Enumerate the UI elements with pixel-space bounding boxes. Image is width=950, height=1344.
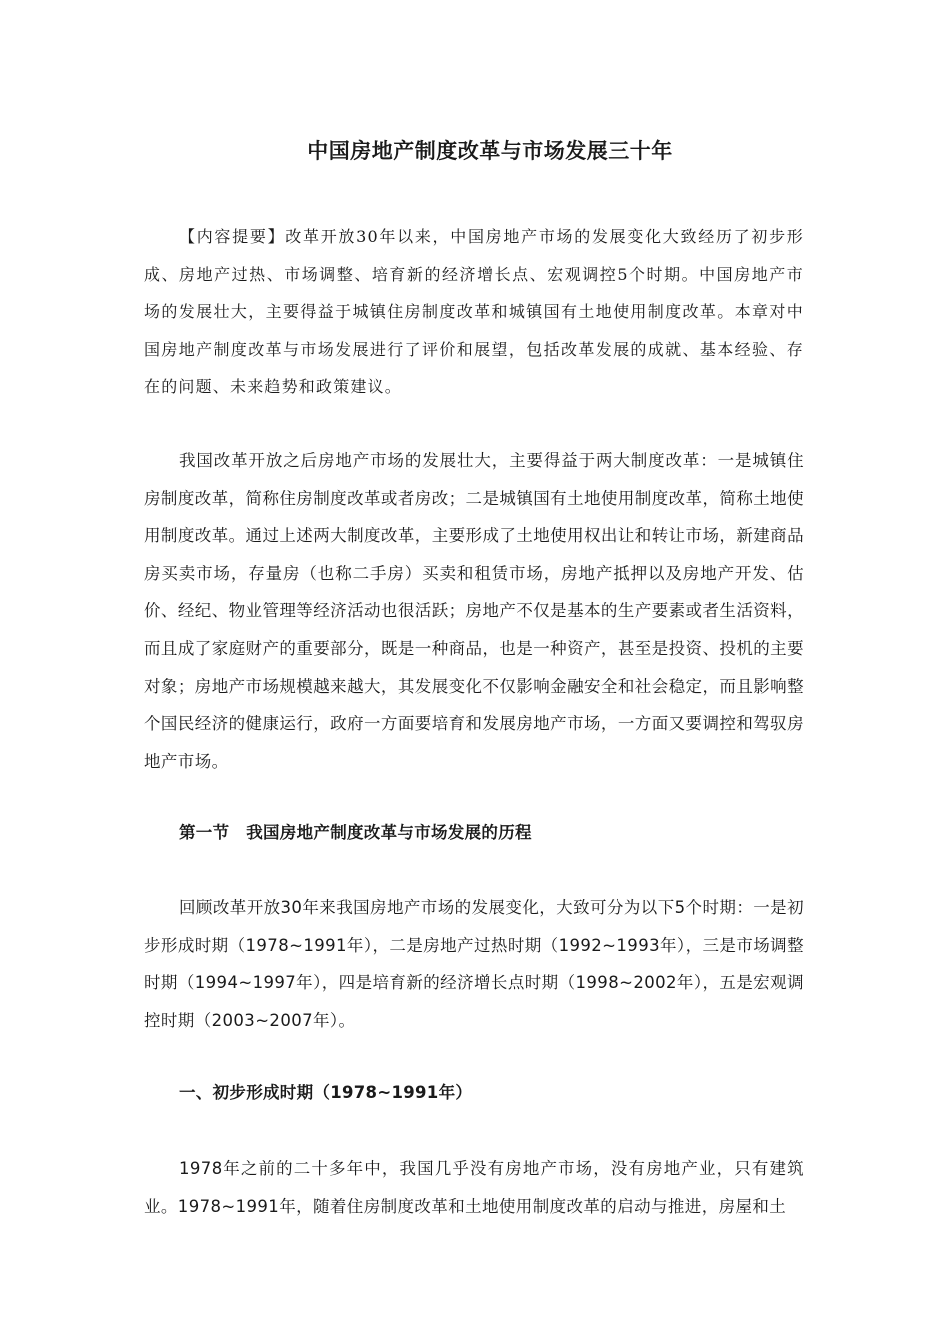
section-intro-paragraph: 回顾改革开放30年来我国房地产市场的发展变化，大致可分为以下5个时期：一是初步形成时期（1978~1991年），二是房地产过热时期（1992~1993年），三是市场调整时期（1994~1997年），四是培育新的经济增长点时期（1998~2002年），五是宏观调控时期（2003~2007年）。 — [144, 898, 804, 1030]
intro-paragraph: 我国改革开放之后房地产市场的发展壮大，主要得益于两大制度改革：一是城镇住房制度改革，简称住房制度改革或者房改；二是城镇国有土地使用制度改革，简称土地使用制度改革。通过上述两大制度改革，主要形成了土地使用权出让和转让市场，新建商品房买卖市场，存量房（也称二手房）买卖和租赁市场，房地产抵押以及房地产开发、估价、经纪、物业管理等经济活动也很活跃；房地产不仅是基本的生产要素或者生活资料，而且成了家庭财产的重要部分，既是一种商品，也是一种资产，甚至是投资、投机的主要对象；房地产市场规模越来越大，其发展变化不仅影响金融安全和社会稳定，而且影响整个国民经济的健康运行，政府一方面要培育和发展房地产市场，一方面又要调控和驾驭房地产市场。 — [144, 451, 804, 771]
document-title: 中国房地产制度改革与市场发展三十年 — [307, 139, 673, 163]
abstract-paragraph: 【内容提要】改革开放30年以来，中国房地产市场的发展变化大致经历了初步形成、房地产过热、市场调整、培育新的经济增长点、宏观调控5个时期。中国房地产市场的发展壮大，主要得益于城镇住房制度改革和城镇国有土地使用制度改革。本章对中国房地产制度改革与市场发展进行了评价和展望，包括改革发展的成就、基本经验、存在的问题、未来趋势和政策建议。 — [144, 227, 804, 397]
subsection-paragraph: 1978年之前的二十多年中，我国几乎没有房地产市场，没有房地产业，只有建筑业。1978~1991年，随着住房制度改革和土地使用制度改革的启动与推进，房屋和土 — [144, 1159, 804, 1216]
section-heading: 第一节 我国房地产制度改革与市场发展的历程 — [179, 823, 532, 842]
subsection-heading: 一、初步形成时期（1978~1991年） — [179, 1083, 473, 1102]
